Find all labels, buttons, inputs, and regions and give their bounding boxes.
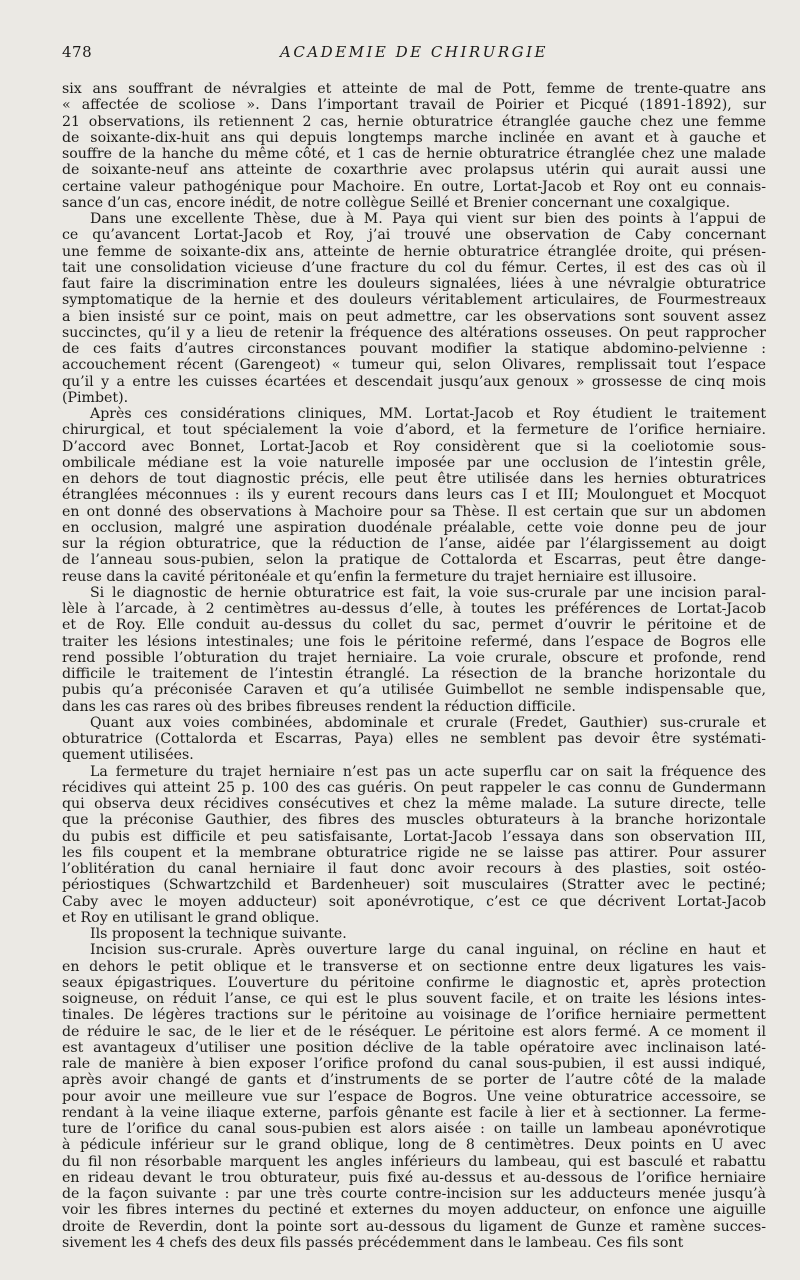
text-line: voir les fibres internes du pectiné et externes du moyen adducteur, on enfonce une aiguille	[62, 1202, 766, 1219]
page-header	[62, 43, 766, 65]
text-line: est avantageux d’utiliser une position déclive de la table opératoire avec inclinaison laté-	[62, 1039, 766, 1056]
text-line: difficile le traitement de l’intestin étranglé. La résection de la branche horizontale du	[62, 666, 766, 682]
text-line: du fil non résorbable marquent les angles inférieurs du lambeau, qui est basculé et rabattu	[62, 1153, 766, 1170]
text-line: du pubis est difficile et peu satisfaisante, Lortat-Jacob l’essaya dans son observation III,	[62, 828, 766, 845]
text-line: en rideau devant le trou obturateur, puis fixé au-dessus et au-dessous de l’orifice herniaire	[62, 1169, 766, 1186]
text-line: les fils coupent et la membrane obturatrice rigide ne se laisse pas attirer. Pour assurer	[62, 844, 766, 861]
text-line: 21 observations, ils retiennent 2 cas, hernie obturatrice étranglée gauche chez une femme	[62, 113, 766, 130]
text-line: une femme de soixante-dix ans, atteinte de hernie obturatrice étranglée droite, qui présen-	[62, 243, 766, 260]
text-line: soigneuse, on réduit l’anse, ce qui est le plus souvent facile, et on traite les lésions intes-	[62, 991, 766, 1007]
text-line: dans les cas rares où des bribes fibreuses rendent la réduction difficile.	[62, 698, 576, 715]
text-line: de soixante-neuf ans atteinte de coxarthrie avec prolapsus utérin qui aurait aussi une	[62, 162, 766, 179]
text-line: quement utilisées.	[62, 747, 194, 764]
text-line: a bien insisté sur ce point, mais on peut admettre, car les observations sont souvent assez	[62, 308, 766, 325]
text-line: de l’anneau sous-pubien, selon la pratique de Cottalorda et Escarras, peut être dange-	[62, 552, 766, 569]
text-line: Après ces considérations cliniques, MM. Lortat-Jacob et Roy étudient le traitement	[90, 406, 766, 422]
paragraph	[62, 211, 766, 406]
text-line: de ces faits d’autres circonstances pouvant modifier la statique abdomino-pelvienne :	[62, 341, 766, 357]
text-line: de réduire le sac, de le lier et de le réséquer. Le péritoine est alors fermé. A ce moment il	[62, 1023, 766, 1040]
text-line: traiter les lésions intestinales; une fois le péritoine refermé, dans l’espace de Bogros elle	[62, 633, 766, 650]
text-line: pour avoir une meilleure vue sur l’espace de Bogros. Une veine obturatrice accessoire, se	[62, 1088, 766, 1105]
text-line: tinales. De légères tractions sur le péritoine au voisinage de l’orifice herniaire permettent	[62, 1007, 766, 1024]
text-line: ombilicale médiane est la voie naturelle imposée par une occlusion de l’intestin grêle,	[62, 454, 766, 471]
text-line: D’accord avec Bonnet, Lortat-Jacob et Roy considèrent que si la coeliotomie sous-	[62, 438, 766, 455]
text-line: faut faire la discrimination entre les douleurs signalées, liées à une névralgie obturatrice	[62, 276, 766, 292]
text-line: succinctes, qu’il y a lieu de retenir la fréquence des altérations osseuses. On peut rapprocher	[62, 324, 766, 341]
text-line: chirurgical, et tout spécialement la voie d’abord, et la fermeture de l’orifice herniaire.	[62, 422, 766, 439]
text-line: accouchement récent (Garengeot) « tumeur qui, selon Olivares, remplissait tout l’espace	[62, 357, 766, 374]
text-line: de la façon suivante : par une très courte contre-incision sur les adducteurs menée jusqu’à	[62, 1186, 766, 1202]
text-line: rale de manière à bien exposer l’orifice profond du canal sous-pubien, il est aussi indiqué,	[62, 1056, 766, 1072]
text-line: qu’il y a entre les cuisses écartées et descendait jusqu’aux genoux » grossesse de cinq mois	[62, 373, 766, 390]
text-line: en occlusion, malgré une aspiration duodénale préalable, cette voie donne peu de jour	[62, 519, 766, 536]
text-line: Quant aux voies combinées, abdominale et crurale (Fredet, Gauthier) sus-crurale et	[90, 714, 766, 731]
text-line: de soixante-dix-huit ans qui depuis longtemps marche inclinée en avant et à gauche et	[62, 129, 766, 146]
paragraph	[62, 926, 766, 942]
text-line: La fermeture du trajet herniaire n’est pas un acte superflu car on sait la fréquence des	[90, 763, 766, 780]
text-line: à pédicule inférieur sur le grand oblique, long de 8 centimètres. Deux points en U avec	[62, 1137, 766, 1154]
text-line: symptomatique de la hernie et des douleurs véritablement articulaires, de Fourmestreaux	[62, 292, 766, 309]
text-line: l’oblitération du canal herniaire il faut donc avoir recours à des plasties, soit ostéo-	[62, 861, 766, 877]
paragraph	[62, 585, 766, 715]
page-number: 478	[62, 43, 93, 61]
running-title: ACADEMIE DE CHIRURGIE	[280, 43, 548, 61]
paragraph	[62, 764, 766, 927]
text-line: reuse dans la cavité péritonéale et qu’enfin la fermeture du trajet herniaire est illusoire.	[62, 568, 697, 585]
text-line: pubis qu’a préconisée Caraven et qu’a utilisée Guimbellot ne semble indispensable que,	[62, 682, 766, 699]
text-line: (Pimbet).	[62, 389, 129, 406]
text-line: Si le diagnostic de hernie obturatrice est fait, la voie sus-crurale par une incision paral-	[90, 584, 766, 601]
text-line: et de Roy. Elle conduit au-dessus du collet du sac, permet d’ouvrir le péritoine et de	[62, 617, 766, 634]
text-line: rendant à la veine iliaque externe, parfois gênante est facile à lier et à sectionner. La ferme-	[62, 1104, 766, 1121]
paragraph	[62, 715, 766, 764]
text-line: en ont donné des observations à Machoire pour sa Thèse. Il est certain que sur un abdomen	[62, 503, 766, 520]
text-line: après avoir changé de gants et d’instruments de se porter de l’autre côté de la malade	[62, 1072, 766, 1089]
text-line: en dehors de tout diagnostic précis, elle peut être utilisée dans les hernies obturatrices	[62, 471, 766, 487]
text-line: souffre de la hanche du même côté, et 1 cas de hernie obturatrice étranglée chez une malade	[62, 146, 766, 162]
text-line: certaine valeur pathogénique pour Machoire. En outre, Lortat-Jacob et Roy ont eu connais-	[62, 178, 766, 195]
text-line: récidives qui atteint 25 p. 100 des cas guéris. On peut rappeler le cas connu de Gundermann	[62, 779, 766, 796]
text-line: lèle à l’arcade, à 2 centimètres au-dessus d’elle, à toutes les préférences de Lortat-Jacob	[62, 601, 766, 617]
text-line: étranglées méconnues : ils y eurent recours dans leurs cas I et III; Moulonguet et Mocquot	[62, 487, 766, 504]
text-line: rend possible l’obturation du trajet herniaire. La voie crurale, obscure et profonde, rend	[62, 649, 766, 666]
text-line: six ans souffrant de névralgies et atteinte de mal de Pott, femme de trente-quatre ans	[62, 81, 766, 97]
paragraph	[62, 942, 766, 1251]
text-line: Ils proposent la technique suivante.	[90, 926, 347, 942]
text-line: sur la région obturatrice, que la réduction de l’anse, aidée par l’élargissement au doigt	[62, 536, 766, 552]
text-line: sivement les 4 chefs des deux fils passés précédemment dans le lambeau. Ces fils sont	[62, 1234, 684, 1251]
body-text	[62, 81, 766, 1251]
text-line: seaux épigastriques. L’ouverture du péritoine confirme le diagnostic et, après protection	[62, 974, 766, 991]
text-line: droite de Reverdin, dont la pointe sort au-dessous du ligament de Gunze et ramène succes-	[62, 1218, 766, 1235]
text-line: en dehors le petit oblique et le transverse et on sectionne entre deux ligatures les vais-	[62, 958, 766, 975]
text-line: que la préconise Gauthier, des fibres des muscles obturateurs à la branche horizontale	[62, 812, 766, 829]
text-line: Dans une excellente Thèse, due à M. Paya qui vient sur bien des points à l’appui de	[90, 211, 766, 227]
text-line: et Roy en utilisant le grand oblique.	[62, 909, 320, 926]
text-line: sance d’un cas, encore inédit, de notre collègue Seillé et Brenier concernant une coxalgique.	[62, 194, 731, 211]
paragraph	[62, 406, 766, 585]
text-line: Caby avec le moyen adducteur) soit aponévrotique, c’est ce que décrivent Lortat-Jacob	[62, 893, 766, 910]
text-line: ce qu’avancent Lortat-Jacob et Roy, j’ai trouvé une observation de Caby concernant	[62, 227, 766, 244]
text-line: qui observa deux récidives consécutives et chez la même malade. La suture directe, telle	[62, 796, 766, 812]
paragraph	[62, 81, 766, 211]
text-line: obturatrice (Cottalorda et Escarras, Paya) elles ne semblent pas devoir être systémati-	[62, 731, 766, 747]
text-line: ture de l’orifice du canal sous-pubien est alors aisée : on taille un lambeau aponévrotique	[62, 1121, 766, 1137]
text-line: « affectée de scoliose ». Dans l’important travail de Poirier et Picqué (1891-1892), sur	[62, 97, 766, 114]
text-line: périostiques (Schwartzchild et Bardenheuer) soit musculaires (Stratter avec le pectiné;	[62, 877, 766, 894]
text-line: tait une consolidation vicieuse d’une fracture du col du fémur. Certes, il est des cas où il	[62, 259, 766, 276]
text-line: Incision sus-crurale. Après ouverture large du canal inguinal, on récline en haut et	[90, 942, 766, 959]
